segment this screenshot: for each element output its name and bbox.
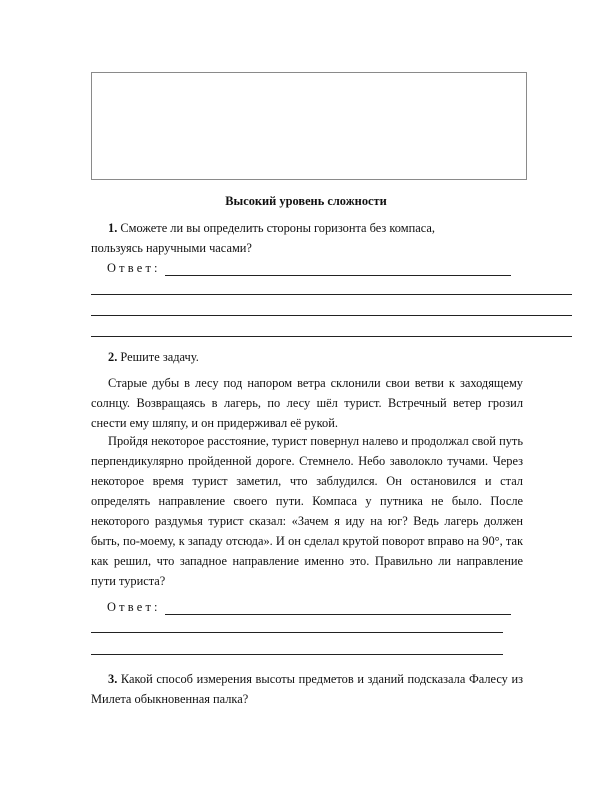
question-1-line1: Сможете ли вы определить стороны горизонта без компаса, <box>120 221 435 235</box>
question-1-answer-rule-1[interactable] <box>91 294 572 295</box>
question-2-answer-rule-1[interactable] <box>91 632 503 633</box>
question-1-text <box>91 218 523 258</box>
question-2-number: 2. <box>108 350 118 364</box>
question-1-answer-rule-2[interactable] <box>91 315 572 316</box>
question-2-answer-line[interactable] <box>165 602 511 615</box>
question-1-line2: пользуясь наручными часами? <box>91 241 252 255</box>
question-2-answer-label: Ответ: <box>107 600 161 614</box>
question-3-text <box>91 669 523 709</box>
question-1-answer-line[interactable] <box>165 263 511 276</box>
question-1-number: 1. <box>108 221 118 235</box>
question-2-answer-rule-2[interactable] <box>91 654 503 655</box>
question-2-answer-row <box>107 597 511 615</box>
section-heading: Высокий уровень сложности <box>225 194 387 208</box>
question-3-number: 3. <box>108 672 118 686</box>
question-2-paragraph-1: Старые дубы в лесу под напором ветра склонили свои ветви к заходящему солнцу. Возвращаясь в лагерь, по лесу шёл турист. Встречный ветер грозил снести ему шляпу, и он придерживал её рукой. <box>91 376 523 430</box>
question-1-answer-rule-3[interactable] <box>91 336 572 337</box>
question-1-answer-row <box>107 258 511 276</box>
answer-box-frame <box>91 72 527 180</box>
question-3-body: Какой способ измерения высоты предметов и зданий подсказала Фалесу из Милета обыкновенная палка? <box>91 672 523 706</box>
question-2-title-text: Решите задачу. <box>120 350 199 364</box>
question-1-answer-label: Ответ: <box>107 261 161 275</box>
question-2-paragraph-2: Пройдя некоторое расстояние, турист повернул налево и продолжал свой путь перпендикулярно пройденной дороге. Стемнело. Небо заволокло тучами. Через некоторое время турист заметил, что заблудился. Он остановился и стал определять направление своего пути. Компаса у путника не было. После некоторого раздумья турист сказал: «Зачем я иду на юг? Ведь лагерь должен быть, по-моему, к западу отсюда». И он сделал крутой поворот вправо на 90°, так как решил, что западное направление именно это. Правильно ли направление пути туриста? <box>91 434 523 588</box>
question-2-title <box>91 347 523 367</box>
